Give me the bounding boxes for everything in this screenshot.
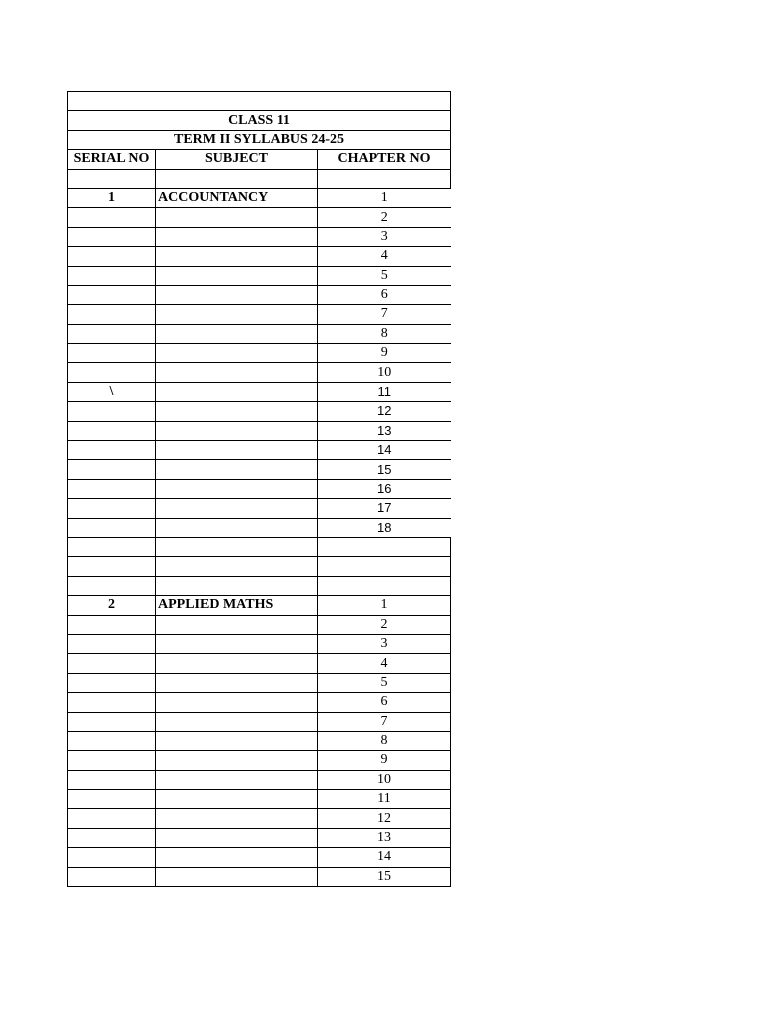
table-row [68,421,451,440]
chapter-no-cell[interactable]: 3 [318,227,451,246]
serial-no-cell[interactable] [68,576,156,595]
subject-cell[interactable] [156,324,318,343]
serial-no-cell[interactable] [68,344,156,363]
subject-cell[interactable]: ACCOUNTANCY [156,188,318,207]
table-row [68,751,451,770]
table-row [68,518,451,537]
chapter-no-cell[interactable]: 8 [318,731,451,750]
subject-cell[interactable] [156,770,318,789]
chapter-no-cell[interactable]: 10 [318,363,451,382]
serial-no-cell[interactable] [68,867,156,886]
chapter-no-cell[interactable]: 7 [318,305,451,324]
table-row [68,479,451,498]
chapter-no-cell[interactable]: 6 [318,693,451,712]
chapter-no-cell[interactable]: 1 [318,596,451,615]
serial-no-cell[interactable] [68,324,156,343]
chapter-no-cell[interactable] [318,537,451,556]
table-row [68,169,451,188]
syllabus-table-body [68,92,451,887]
serial-no-cell[interactable]: 2 [68,596,156,615]
table-row [68,654,451,673]
subject-cell[interactable] [156,537,318,556]
table-row [68,499,451,518]
subject-cell[interactable] [156,576,318,595]
subject-cell[interactable] [156,518,318,537]
subject-cell[interactable] [156,499,318,518]
table-row [68,305,451,324]
table-row [68,712,451,731]
table-row [68,693,451,712]
subject-cell[interactable] [156,363,318,382]
serial-no-header[interactable]: SERIAL NO [68,150,156,169]
subject-cell[interactable] [156,848,318,867]
subject-cell[interactable]: APPLIED MATHS [156,596,318,615]
title-row [68,111,451,130]
subject-header[interactable]: SUBJECT [156,150,318,169]
subject-cell[interactable] [156,479,318,498]
serial-no-cell[interactable] [68,208,156,227]
chapter-no-cell[interactable]: 7 [318,712,451,731]
table-row [68,557,451,576]
serial-no-cell[interactable] [68,848,156,867]
chapter-no-cell[interactable]: 12 [318,402,451,421]
serial-no-cell[interactable]: 1 [68,188,156,207]
subject-cell[interactable] [156,247,318,266]
serial-no-cell[interactable] [68,499,156,518]
chapter-no-cell[interactable]: 14 [318,441,451,460]
table-row [68,363,451,382]
table-row [68,441,451,460]
chapter-no-cell[interactable]: 9 [318,344,451,363]
serial-no-cell[interactable] [68,460,156,479]
serial-no-cell[interactable] [68,421,156,440]
serial-no-cell[interactable] [68,693,156,712]
serial-no-cell[interactable] [68,247,156,266]
chapter-no-cell[interactable]: 3 [318,634,451,653]
table-row [68,634,451,653]
table-row [68,770,451,789]
chapter-no-cell[interactable] [318,557,451,576]
syllabus-title[interactable]: TERM II SYLLABUS 24-25 [68,130,451,149]
subject-cell[interactable] [156,285,318,304]
table-row [68,285,451,304]
serial-no-cell[interactable] [68,402,156,421]
serial-no-cell[interactable] [68,537,156,556]
chapter-no-cell[interactable]: 11 [318,790,451,809]
subject-cell[interactable] [156,305,318,324]
table-row [68,344,451,363]
table-row [68,809,451,828]
chapter-no-cell[interactable]: 11 [318,382,451,401]
chapter-no-cell[interactable]: 12 [318,809,451,828]
syllabus-table [67,91,451,887]
table-row [68,227,451,246]
chapter-no-cell[interactable]: 18 [318,518,451,537]
table-row [68,208,451,227]
serial-no-cell[interactable] [68,673,156,692]
chapter-no-cell[interactable]: 14 [318,848,451,867]
chapter-no-cell[interactable]: 9 [318,751,451,770]
table-row [68,673,451,692]
table-row [68,848,451,867]
serial-no-cell[interactable] [68,615,156,634]
serial-no-cell[interactable] [68,227,156,246]
subject-cell[interactable] [156,828,318,847]
subject-cell[interactable] [156,867,318,886]
table-row [68,596,451,615]
serial-no-cell[interactable] [68,441,156,460]
top-blank-cell[interactable] [68,92,451,111]
chapter-no-cell[interactable]: 15 [318,867,451,886]
table-row [68,324,451,343]
chapter-no-cell[interactable]: 4 [318,654,451,673]
serial-no-cell[interactable] [68,266,156,285]
serial-no-cell[interactable] [68,479,156,498]
table-row [68,828,451,847]
subject-cell[interactable] [156,402,318,421]
serial-no-cell[interactable] [68,770,156,789]
chapter-no-cell[interactable]: 1 [318,188,451,207]
subject-cell[interactable] [156,169,318,188]
chapter-no-cell[interactable]: 2 [318,615,451,634]
table-row [68,576,451,595]
serial-no-cell[interactable] [68,363,156,382]
table-row [68,382,451,401]
serial-no-cell[interactable] [68,518,156,537]
serial-no-cell[interactable] [68,731,156,750]
subject-cell[interactable] [156,344,318,363]
table-row [68,460,451,479]
serial-no-cell[interactable] [68,828,156,847]
chapter-no-cell[interactable]: 2 [318,208,451,227]
table-row [68,188,451,207]
chapter-no-cell[interactable]: 4 [318,247,451,266]
chapter-no-cell[interactable]: 5 [318,673,451,692]
top-blank-row [68,92,451,111]
serial-no-cell[interactable] [68,712,156,731]
table-row [68,731,451,750]
subject-cell[interactable] [156,673,318,692]
table-row [68,790,451,809]
serial-no-cell[interactable] [68,169,156,188]
table-row [68,537,451,556]
serial-no-cell[interactable] [68,557,156,576]
subject-cell[interactable] [156,208,318,227]
subject-cell[interactable] [156,266,318,285]
serial-no-cell[interactable] [68,634,156,653]
serial-no-cell[interactable] [68,751,156,770]
chapter-no-cell[interactable]: 6 [318,285,451,304]
subject-cell[interactable] [156,809,318,828]
header-row [68,150,451,169]
subject-cell[interactable] [156,634,318,653]
chapter-no-cell[interactable]: 8 [318,324,451,343]
chapter-no-cell[interactable]: 16 [318,479,451,498]
subject-cell[interactable] [156,790,318,809]
subject-cell[interactable] [156,382,318,401]
subject-cell[interactable] [156,421,318,440]
chapter-no-cell[interactable] [318,576,451,595]
serial-no-cell[interactable] [68,809,156,828]
subject-cell[interactable] [156,227,318,246]
serial-no-cell[interactable] [68,285,156,304]
serial-no-cell[interactable] [68,790,156,809]
table-row [68,247,451,266]
subject-cell[interactable] [156,557,318,576]
chapter-no-cell[interactable]: 13 [318,828,451,847]
chapter-no-cell[interactable]: 17 [318,499,451,518]
chapter-no-cell[interactable]: 15 [318,460,451,479]
table-row [68,615,451,634]
subject-cell[interactable] [156,441,318,460]
chapter-no-cell[interactable]: 10 [318,770,451,789]
subject-cell[interactable] [156,460,318,479]
subtitle-row [68,130,451,149]
chapter-no-cell[interactable] [318,169,451,188]
subject-cell[interactable] [156,654,318,673]
chapter-no-header[interactable]: CHAPTER NO [318,150,451,169]
subject-cell[interactable] [156,751,318,770]
table-row [68,402,451,421]
subject-cell[interactable] [156,615,318,634]
chapter-no-cell[interactable]: 13 [318,421,451,440]
class-title[interactable]: CLASS 11 [68,111,451,130]
serial-no-cell[interactable]: \ [68,382,156,401]
serial-no-cell[interactable] [68,305,156,324]
subject-cell[interactable] [156,693,318,712]
subject-cell[interactable] [156,731,318,750]
chapter-no-cell[interactable]: 5 [318,266,451,285]
table-row [68,266,451,285]
serial-no-cell[interactable] [68,654,156,673]
subject-cell[interactable] [156,712,318,731]
table-row [68,867,451,886]
